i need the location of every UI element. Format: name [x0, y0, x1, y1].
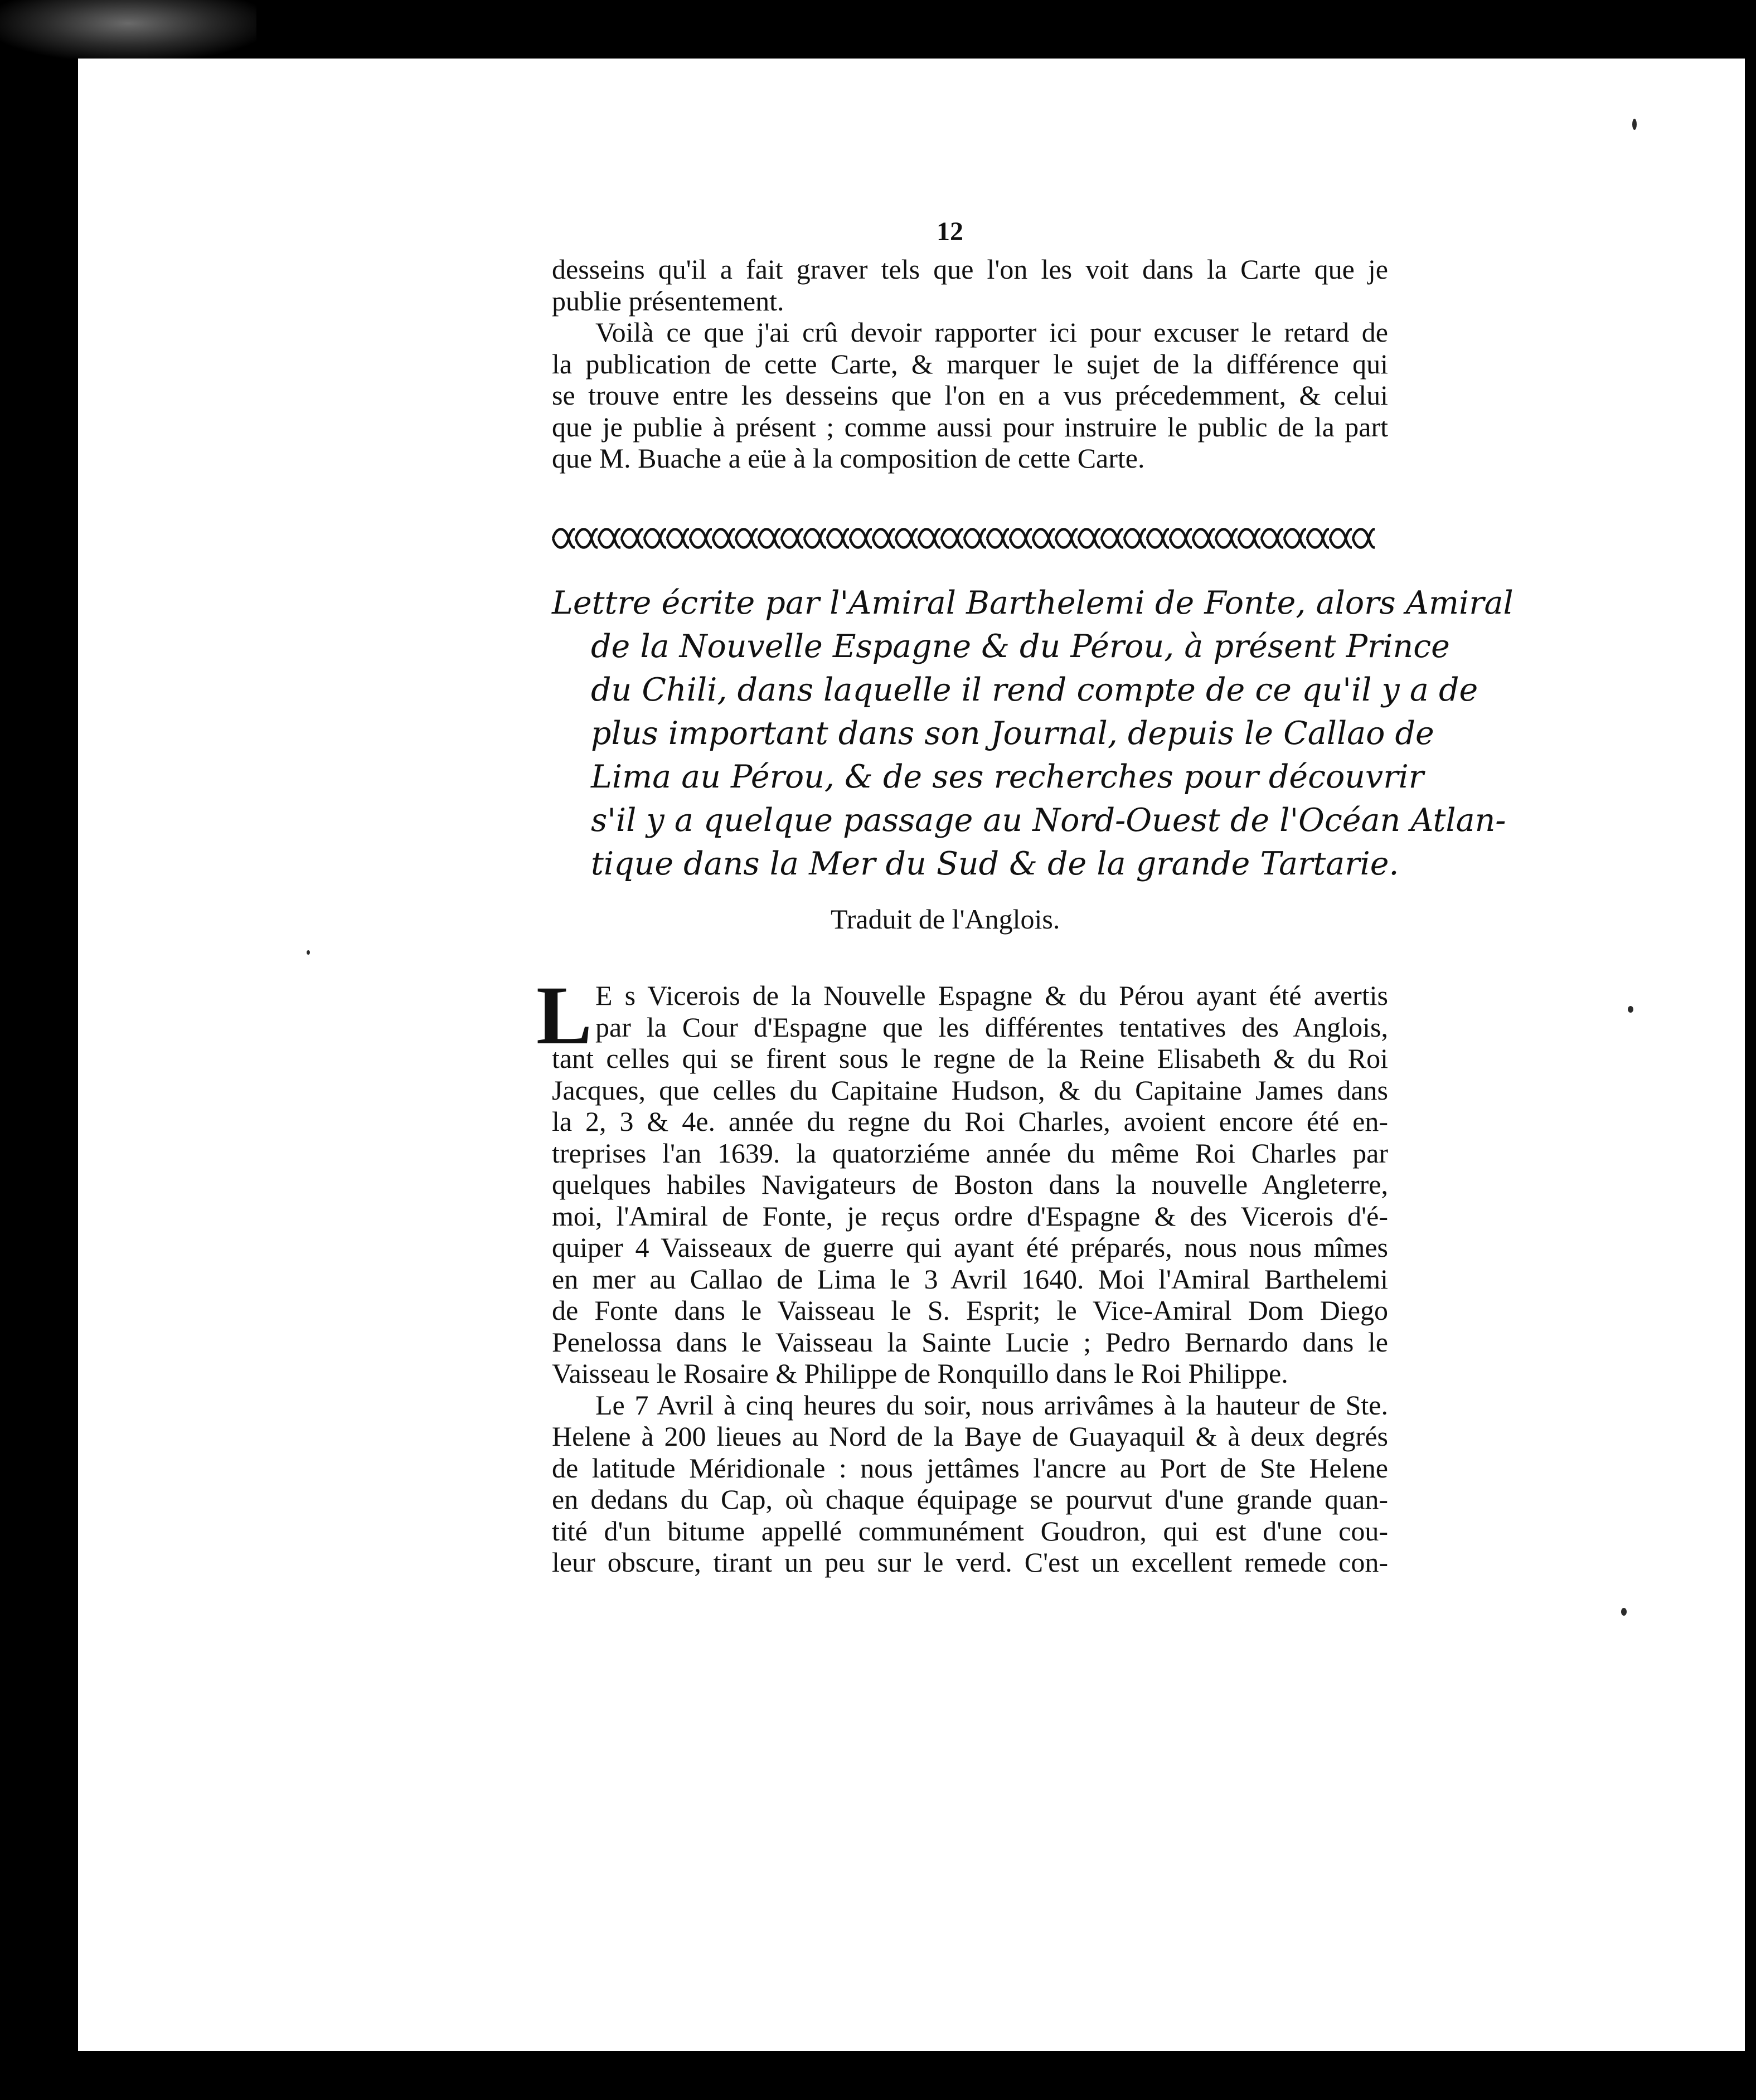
body-line: de Fonte dans le Vaisseau le S. Esprit; le Vice-Amiral Dom Diego: [552, 1295, 1388, 1326]
intro-line: que je publie à présent ; comme aussi pour instruire le public de la part: [552, 411, 1388, 443]
intro-paragraph: [552, 254, 1388, 474]
margin-speck: [1621, 1608, 1627, 1616]
margin-speck: [1632, 119, 1637, 130]
page-number: 12: [937, 217, 963, 246]
body-line: quiper 4 Vaisseaux de guerre qui ayant été préparés, nous nous mîmes: [552, 1232, 1388, 1263]
title-line: Lima au Pérou, & de ses recherches pour découvrir: [591, 759, 1424, 795]
letter-body: [552, 980, 1388, 1578]
title-line: Lettre écrite par l'Amiral Barthelemi de Fonte, alors Amiral: [552, 585, 1514, 621]
title-line: s'il y a quelque passage au Nord-Ouest de l'Océan Atlan-: [591, 802, 1506, 839]
letter-title: [552, 581, 1514, 886]
body-line: E s Vicerois de la Nouvelle Espagne & du Pérou ayant été avertis: [595, 980, 1388, 1011]
body-line: de latitude Méridionale : nous jettâmes l'ancre au Port de Ste Helene: [552, 1452, 1388, 1484]
body-line: la 2, 3 & 4e. année du regne du Roi Charles, avoient encore été en-: [552, 1106, 1388, 1137]
body-line: Jacques, que celles du Capitaine Hudson, & du Capitaine James dans: [552, 1074, 1388, 1106]
body-line: Penelossa dans le Vaisseau la Sainte Lucie ; Pedro Bernardo dans le: [552, 1326, 1388, 1358]
intro-line: la publication de cette Carte, & marquer le sujet de la différence qui: [552, 348, 1388, 380]
intro-line: desseins qu'il a fait graver tels que l'on les voit dans la Carte que je: [552, 254, 1388, 285]
translation-note: Traduit de l'Anglois.: [831, 903, 1060, 935]
body-line: en dedans du Cap, où chaque équipage se pourvut d'une grande quan-: [552, 1484, 1388, 1515]
body-line: en mer au Callao de Lima le 3 Avril 1640. Moi l'Amiral Barthelemi: [552, 1263, 1388, 1295]
body-line: Helene à 200 lieues au Nord de la Baye de Guayaquil & à deux degrés: [552, 1421, 1388, 1452]
body-line: quelques habiles Navigateurs de Boston dans la nouvelle Angleterre,: [552, 1169, 1388, 1200]
body-line: Vaisseau le Rosaire & Philippe de Ronquillo dans le Roi Philippe.: [552, 1358, 1288, 1389]
title-line: tique dans la Mer du Sud & de la grande Tartarie.: [591, 845, 1399, 882]
intro-line: publie présentement.: [552, 285, 784, 317]
body-line: moi, l'Amiral de Fonte, je reçus ordre d'Espagne & des Vicerois d'é-: [552, 1200, 1388, 1232]
margin-speck: [1628, 1006, 1633, 1013]
drop-cap: L: [536, 969, 593, 1062]
scan-corner-blot: [0, 0, 256, 59]
title-line: plus important dans son Journal, depuis le Callao de: [591, 715, 1434, 752]
body-line: leur obscure, tirant un peu sur le verd. C'est un excellent remede con-: [552, 1547, 1388, 1578]
intro-line: se trouve entre les desseins que l'on en a vus précedemment, & celui: [552, 380, 1388, 411]
ornamental-rule: [552, 522, 1375, 555]
body-line: Le 7 Avril à cinq heures du soir, nous arrivâmes à la hauteur de Ste.: [595, 1389, 1388, 1421]
intro-line: que M. Buache a eüe à la composition de cette Carte.: [552, 443, 1145, 474]
title-line: du Chili, dans laquelle il rend compte de ce qu'il y a de: [591, 672, 1478, 708]
body-line: treprises l'an 1639. la quatorziéme année du même Roi Charles par: [552, 1137, 1388, 1169]
body-line: tité d'un bitume appellé communément Goudron, qui est d'une cou-: [552, 1515, 1388, 1547]
body-line: par la Cour d'Espagne que les différentes tentatives des Anglois,: [595, 1011, 1388, 1043]
margin-speck: [307, 950, 310, 955]
intro-line: Voilà ce que j'ai crû devoir rapporter ici pour excuser le retard de: [595, 317, 1388, 348]
title-line: de la Nouvelle Espagne & du Pérou, à présent Prince: [591, 628, 1450, 665]
body-line: tant celles qui se firent sous le regne de la Reine Elisabeth & du Roi: [552, 1043, 1388, 1074]
